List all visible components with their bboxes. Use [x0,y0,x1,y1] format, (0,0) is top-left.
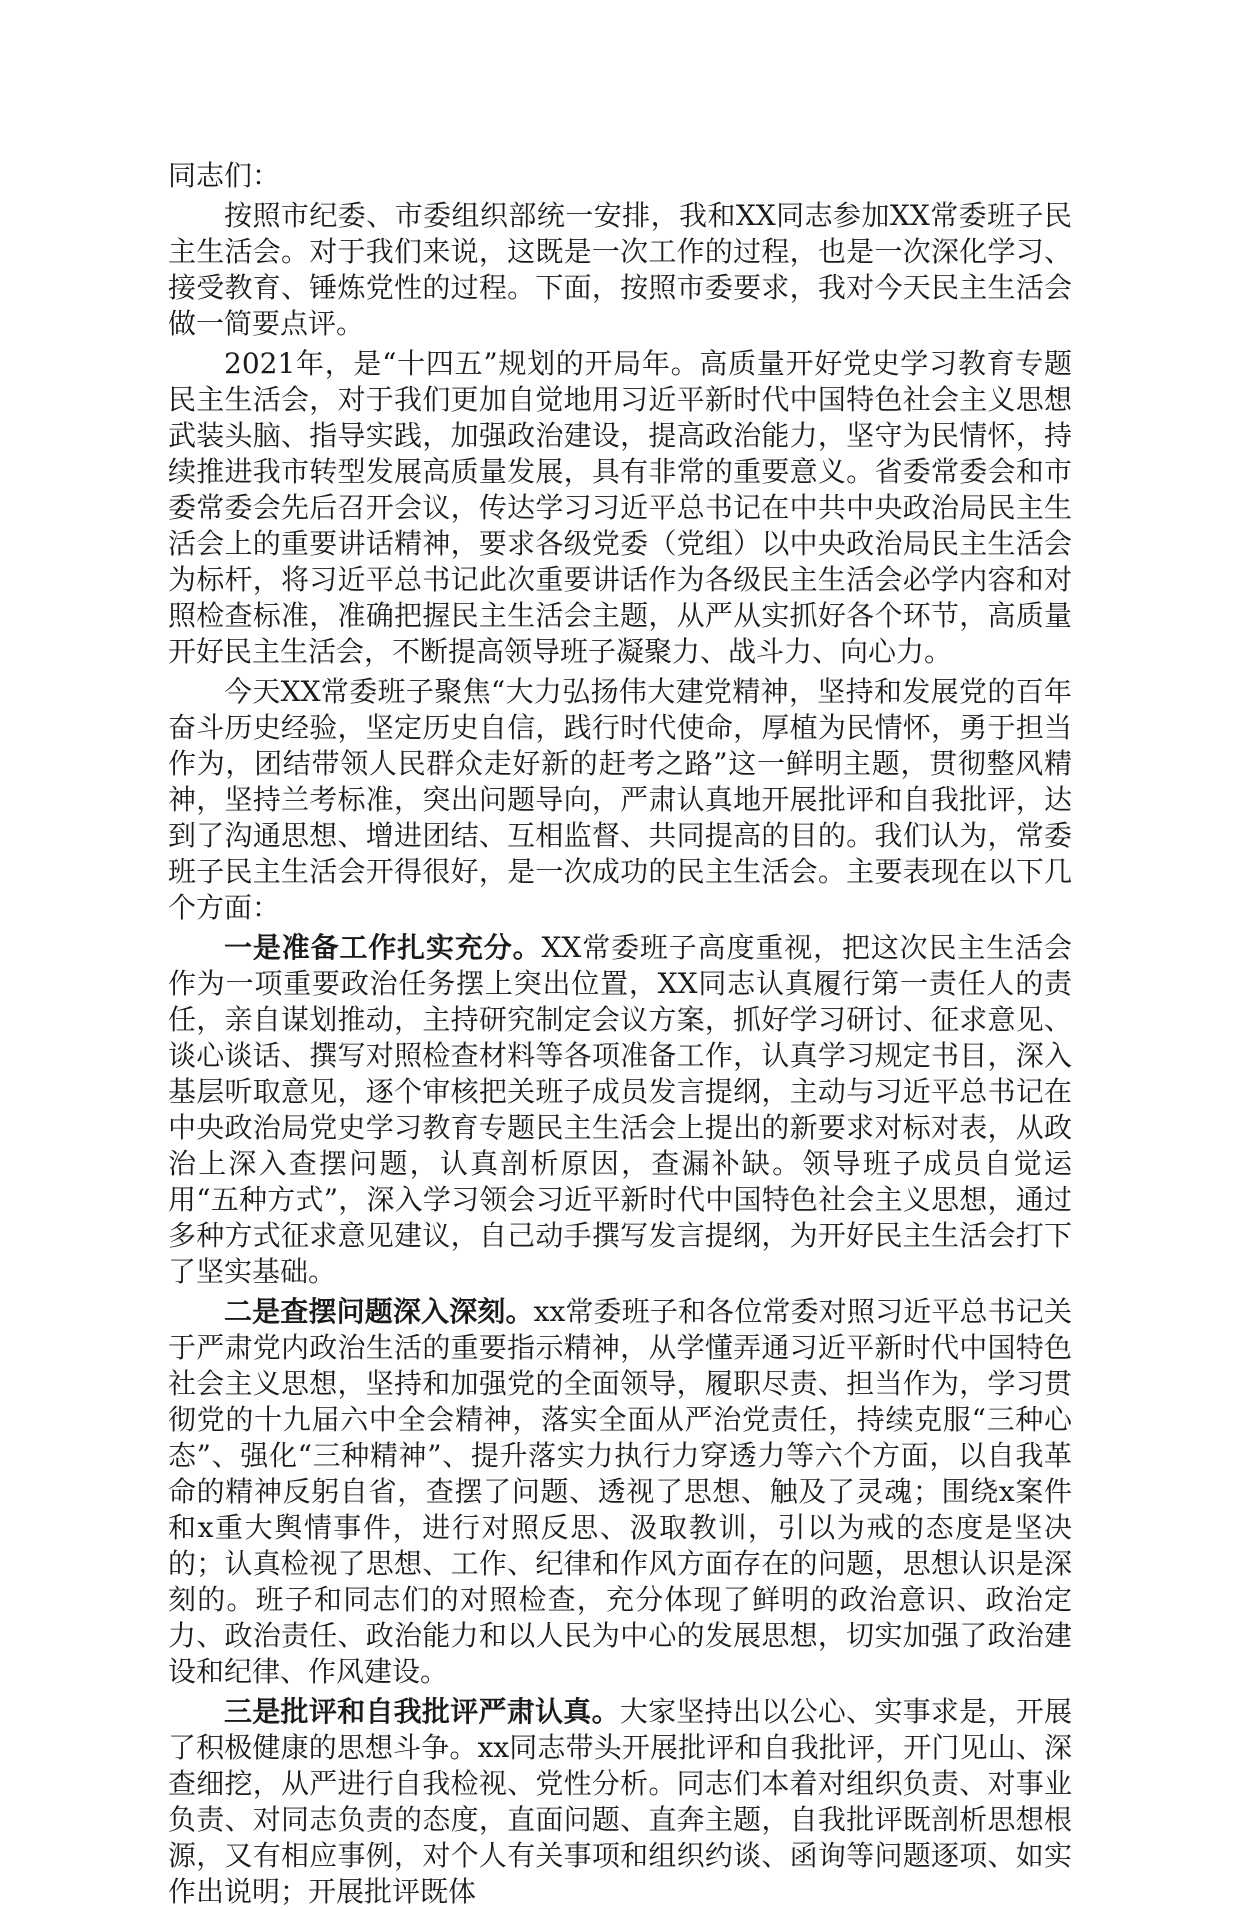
paragraph-significance [168,346,1072,670]
paragraph-problems [168,1294,1072,1690]
paragraph-text: 按照市纪委、市委组织部统一安排，我和XX同志参加XX常委班子民主生活会。对于我们来说，这既是一次工作的过程，也是一次深化学习、接受教育、锤炼党性的过程。下面，按照市委要求，我对今天民主生活会做一简要点评。 [168,199,1072,340]
paragraph-text: xx常委班子和各位常委对照习近平总书记关于严肃党内政治生活的重要指示精神，从学懂弄通习近平新时代中国特色社会主义思想，坚持和加强党的全面领导，履职尽责、担当作为，学习贯彻党的十九届六中全会精神，落实全面从严治党责任，持续克服“三种心态”、强化“三种精神”、提升落实力执行力穿透力等六个方面，以自我革命的精神反躬自省，查摆了问题、透视了思想、触及了灵魂；围绕x案件和x重大舆情事件，进行对照反思、汲取教训，引以为戒的态度是坚决的；认真检视了思想、工作、纪律和作风方面存在的问题，思想认识是深刻的。班子和同志们的对照检查，充分体现了鲜明的政治意识、政治定力、政治责任、政治能力和以人民为中心的发展思想，切实加强了政治建设和纪律、作风建设。 [168,1295,1072,1688]
paragraph-text: 2021年，是“十四五”规划的开局年。高质量开好党史学习教育专题民主生活会，对于我们更加自觉地用习近平新时代中国特色社会主义思想武装头脑、指导实践，加强政治建设，提高政治能力，坚守为民情怀，持续推进我市转型发展高质量发展，具有非常的重要意义。省委常委会和市委常委会先后召开会议，传达学习习近平总书记在中共中央政治局民主生活会上的重要讲话精神，要求各级党委（党组）以中央政治局民主生活会为标杆，将习近平总书记此次重要讲话作为各级民主生活会必学内容和对照检查标准，准确把握民主生活会主题，从严从实抓好各个环节，高质量开好民主生活会，不断提高领导班子凝聚力、战斗力、向心力。 [168,347,1072,668]
paragraph-text: XX常委班子高度重视，把这次民主生活会作为一项重要政治任务摆上突出位置，XX同志认真履行第一责任人的责任，亲自谋划推动，主持研究制定会议方案，抓好学习研讨、征求意见、谈心谈话、撰写对照检查材料等各项准备工作，认真学习规定书目，深入基层听取意见，逐个审核把关班子成员发言提纲，主动与习近平总书记在中央政治局党史学习教育专题民主生活会上提出的新要求对标对表，从政治上深入查摆问题，认真剖析原因，查漏补缺。领导班子成员自觉运用“五种方式”，深入学习领会习近平新时代中国特色社会主义思想，通过多种方式征求意见建议，自己动手撰写发言提纲，为开好民主生活会打下了坚实基础。 [168,931,1072,1288]
paragraph-text: 今天XX常委班子聚焦“大力弘扬伟大建党精神，坚持和发展党的百年奋斗历史经验，坚定历史自信，践行时代使命，厚植为民情怀，勇于担当作为，团结带领人民群众走好新的赶考之路”这一鲜明主题，贯彻整风精神，坚持兰考标准，突出问题导向，严肃认真地开展批评和自我批评，达到了沟通思想、增进团结、互相监督、共同提高的目的。我们认为，常委班子民主生活会开得很好，是一次成功的民主生活会。主要表现在以下几个方面： [168,675,1072,924]
paragraph-lead: 三是批评和自我批评严肃认真。 [224,1695,620,1728]
paragraph-arrangement [168,198,1072,342]
salutation: 同志们： [168,159,281,192]
paragraph-lead: 二是查摆问题深入深刻。 [224,1295,534,1328]
paragraph-lead: 一是准备工作扎实充分。 [224,931,542,964]
paragraph-criticism [168,1694,1072,1910]
document-page [168,158,1072,1910]
paragraph-text: 大家坚持出以公心、实事求是，开展了积极健康的思想斗争。xx同志带头开展批评和自我批评，开门见山、深查细挖，从严进行自我检视、党性分析。同志们本着对组织负责、对事业负责、对同志负责的态度，直面问题、直奔主题，自我批评既剖析思想根源，又有相应事例，对个人有关事项和组织约谈、函询等问题逐项、如实作出说明；开展批评既体 [168,1695,1072,1908]
paragraph-theme [168,674,1072,926]
paragraph-preparation [168,930,1072,1290]
